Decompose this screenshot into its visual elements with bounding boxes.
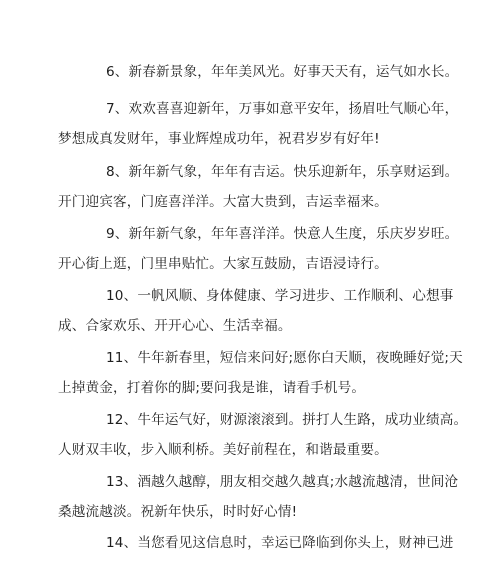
paragraph-line: 12、牛年运气好，财源滚滚到。拼打人生路，成功业绩高。 — [106, 412, 468, 428]
paragraph-11 — [58, 343, 486, 403]
paragraph-line: 8、新年新气象，年年有吉运。快乐迎新年，乐享财运到。 — [106, 164, 459, 180]
paragraph-line: 9、新年新气象，年年喜洋洋。快意人生度，乐庆岁岁旺。 — [106, 226, 459, 242]
paragraph-line: 梦想成真发财年，事业辉煌成功年，祝君岁岁有好年! — [58, 131, 380, 147]
paragraph-line: 7、欢欢喜喜迎新年，万事如意平安年，扬眉吐气顺心年， — [106, 101, 459, 117]
paragraph-line: 6、新春新景象，年年美风光。好事天天有，运气如水长。 — [106, 64, 459, 80]
paragraph-line: 桑越流越淡。祝新年快乐，时时好心情! — [58, 504, 298, 520]
paragraph-line: 成、合家欢乐、开开心心、生活幸福。 — [58, 318, 292, 334]
paragraph-9 — [58, 219, 486, 279]
paragraph-line: 上掉黄金，打着你的脚;要问我是谁，请看手机号。 — [58, 380, 366, 396]
paragraph-line: 14、当您看见这信息时，幸运已降临到你头上，财神已进 — [106, 535, 454, 551]
paragraph-8 — [58, 157, 486, 217]
paragraph-line: 11、牛年新春里，短信来问好;愿你白天顺，夜晚睡好觉;天 — [106, 350, 463, 366]
paragraph-6 — [58, 57, 486, 87]
paragraph-line: 人财双丰收，步入顺利桥。美好前程在，和谐最重要。 — [58, 442, 388, 458]
paragraph-line: 开门迎宾客，门庭喜洋洋。大富大贵到，吉运幸福来。 — [58, 194, 388, 210]
paragraph-12 — [58, 405, 486, 465]
paragraph-10 — [58, 281, 486, 341]
paragraph-7 — [58, 94, 486, 154]
paragraph-line: 13、酒越久越醇，朋友相交越久越真;水越流越清，世间沧 — [106, 474, 459, 490]
paragraph-14 — [58, 528, 486, 558]
paragraph-13 — [58, 467, 486, 527]
paragraph-line: 开心街上逛，门里串贴忙。大家互鼓励，吉语浸诗行。 — [58, 256, 388, 272]
paragraph-line: 10、一帆风顺、身体健康、学习进步、工作顺利、心想事 — [106, 288, 454, 304]
